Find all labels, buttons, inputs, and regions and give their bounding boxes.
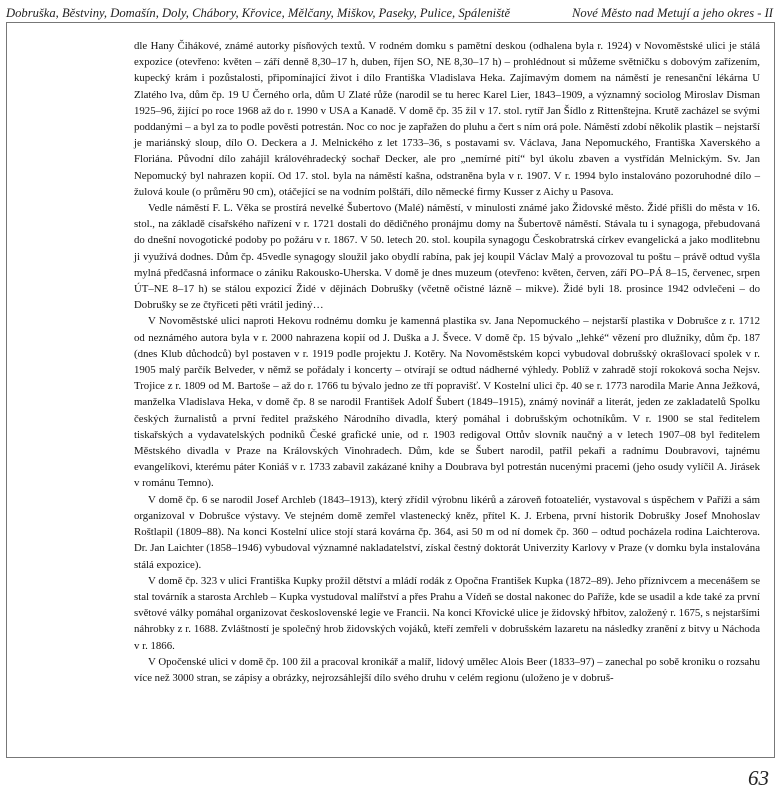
running-header xyxy=(6,2,773,22)
paragraph: V domě čp. 6 se narodil Josef Archleb (1843–1913), který zřídil výrobnu likérů a zároveň fotoateliér, vystavoval s úspěchem v Paříži a sám organizoval v Dobrušce výstavy. Ve stejném domě zemřel vlastenecký kněz, přítel K. J. Erbena, první historik Dobrušky Josef Mnohoslav Roštlapil (1809–88). Na konci Kostelní ulice stojí stará kovárna čp. 364, asi 50 m od ní domek čp. 360 – odtud pocházela rodina Laichterova. Dr. Jan Laichter (1858–1946) vybudoval významné nakladatelství, získal čestný doktorát Univerzity Karlovy v Praze (v domku byla instalována stálá expozice). xyxy=(134,493,760,571)
body-text xyxy=(134,38,760,686)
header-book-title: Nové Město nad Metují a jeho okres - II xyxy=(572,6,773,20)
paragraph: V Novoměstské ulici naproti Hekovu rodnému domku je kamenná plastika sv. Jana Nepomuckého – nejstarší plastika v Dobrušce z r. 1712 od neznámého autora byla v r. 2000 nahrazena kopií od J. Duška a J. Švece. V domě čp. 15 bývalo „lehké“ vězení pro dlužníky, dům čp. 187 (dnes Klub důchodců) byl postaven v r. 1919 podle projektu J. Kotěry. Na Novoměstském kopci vybudoval dobrušský okrašlovací spolek v r. 1905 malý parčík Belveder, v němž se pořádaly i koncerty – otvírají se odtud nádherné výhledy. Poblíž v zahradě stojí rokoková socha Nejsv. Trojice z r. 1809 od M. Bartoše – až do r. 1766 tu bývalo jedno ze tří popravišť. V Kostelní ulici čp. 40 se r. 1773 narodila Marie Anna Ježková, manželka Vladislava Heka, v domě čp. 8 se narodil František Adolf Šubert (1849–1915), známý novinář a literát, jeden ze zakladatelů Spolku českých žurnalistů a první ředitel pražského Národního divadla, který pomáhal i dobrušským ochotníkům. V r. 1900 se stal ředitelem tiskařských a vydavatelských podniků České grafické unie, od r. 1903 redigoval Ottův slovník naučný a v letech 1907–08 byl ředitelem Městského divadla v Praze na Královských Vinohradech. Dům, kde se Šubert narodil, patřil pekaři a radnímu Doubravovi, tajnému evangelíkovi, kterému páter Koniáš v r. 1733 zabavil zakázané knihy a Doubrava byl potrestán nucenými pracemi (jeho osudy vylíčil A. Jirásek v románu Temno). xyxy=(134,315,760,490)
page-number: 63 xyxy=(748,766,769,790)
paragraph: V domě čp. 323 v ulici Františka Kupky prožil dětství a mládí rodák z Opočna František Kupka (1872–89). Jeho příznivcem a mecenášem se stal továrník a starosta Archleb – Kupka vystudoval malířství a přes Prahu a Vídeň se dostal nakonec do Paříže, kde se usadil a kde také za první světové války pomáhal organizovat československé legie ve Francii. Na konci Křovické ulice je židovský hřbitov, založený r. 1675, s nejstaršími náhrobky z r. 1688. Zvláštností je společný hrob židovských vojáků, kteří zemřeli v dobrušském lazaretu na následky zranění z bitvy u Náchoda v r. 1866. xyxy=(134,574,760,652)
header-place-names: Dobruška, Běstviny, Domašín, Doly, Chábory, Křovice, Mělčany, Miškov, Paseky, Pulice, Spáleniště xyxy=(6,6,511,20)
paragraph: dle Hany Čihákové, známé autorky písňových textů. V rodném domku s pamětní deskou (odhalena byla r. 1924) v Novoměstské ulici je stálá expozice (otevřeno: květen – září denně 8,30–17 h, duben, říjen SO, NE 8,30–17 h) – prohlédnout si můžeme světničku s dobovým zařízením, kupecký krám i pozůstalosti, připomínající život i dílo Františka Vladislava Heka. Zajímavým domem na náměstí je renesanční lékárna U Zlatého lva, dům čp. 19 U Černého orla, dům U Zlaté růže (narodil se tu herec Karel Lier, 1843–1909, a významný sociolog Miroslav Disman 1925–96, žijící po roce 1968 až do r. 1990 v USA a Kanadě. V domě čp. 35 žil v 17. stol. rytíř Jan Šídlo z Rittenštejna. Krutě zacházel se svými poddanými – a byl za to podle pověsti potrestán. Noc co noc je zapřažen do pluhu a čert s ním orá pole. Náměstí zdobí několik plastik – nejstarší je mariánský sloup, dílo O. Deckera a J. Melnického z let 1733–36, s postavami sv. Václava, Jana Nepomuckého, Františka Xaverského a Floriána. Původní dílo zahájil královéhradecký sochař Decker, ale pro „nemírné pití“ byl úkolu zbaven a vystřídán Melnickým. Sv. Jan Nepomucký byl nahrazen kopií. Od 17. stol. byla na náměstí kašna, odstraněna byla v r. 1907. V r. 1994 bylo instalováno pozoruhodné dílo – žulová koule (o průměru 90 cm), otáčející se na vodním polštáři, dílo německé firmy Kusser z Aichy u Pasova. xyxy=(134,40,760,198)
paragraph: V Opočenské ulici v domě čp. 100 žil a pracoval kronikář a malíř, lidový umělec Alois Beer (1833–97) – zanechal po sobě kroniku o rozsahu více než 3000 stran, se zápisy a obrázky, nejrozsáhlejší dílo svého druhu v celém regionu (uloženo je v dobruš- xyxy=(134,655,760,684)
paragraph: Vedle náměstí F. L. Věka se prostírá nevelké Šubertovo (Malé) náměstí, v minulosti známé jako Židovské město. Židé přišli do města v 16. stol., na základě císařského nařízení v r. 1721 dostali do dědičného pronájmu domy na Šubertově náměstí. Stávala tu i synagoga, přebudovaná do dnešní novogotické podoby po požáru v r. 1867. V 50. letech 20. stol. koupila synagogu Českobratrská církev evangelická a jako modlitebnu ji využívá dodnes. Dům čp. 45vedle synagogy sloužil jako obydlí rabína, pak jej koupil Václav Malý a provozoval tu poštu – právě odtud vyšla mylná předčasná informace o zániku Rakousko-Uherska. V domě je dnes muzeum (otevřeno: květen, červen, září PO–PÁ 8–15, červenec, srpen ÚT–NE 8–17 h) se stálou expozicí Židé v dějinách Dobrušky (včetně očistné lázně – mikve). Židé byli 18. prosince 1942 odvlečeni – do Dobrušky se ze čtyřiceti pěti vrátil jediný… xyxy=(134,202,760,312)
